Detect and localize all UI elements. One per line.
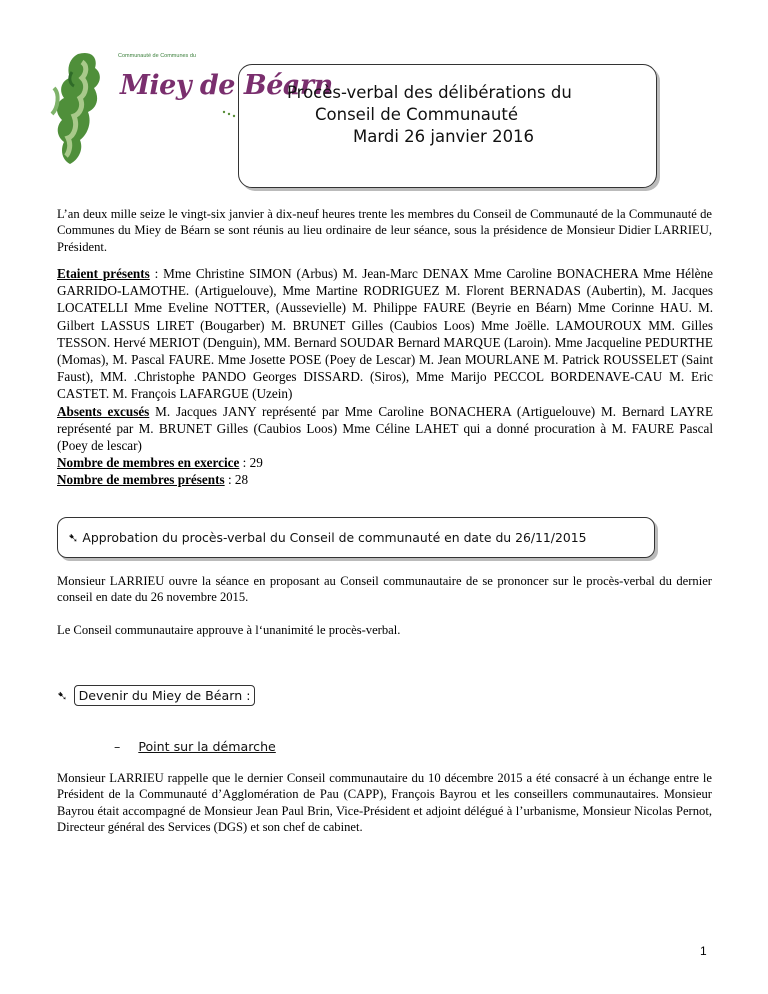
- membres-presents-value: : 28: [224, 472, 249, 488]
- section2-title: Devenir du Miey de Béarn :: [74, 685, 256, 706]
- section1-paragraph-1: [57, 573, 712, 606]
- logo: [48, 48, 333, 168]
- logo-map-graphic: [48, 48, 238, 168]
- section1-title: Approbation du procès-verbal du Conseil de communauté en date du 26/11/2015: [82, 530, 587, 545]
- section-heading-devenir: [57, 683, 255, 707]
- logo-name: Miey de Béarn: [120, 70, 333, 101]
- membres-exercice-value: : 29: [239, 455, 263, 471]
- membres-presents-line: [57, 471, 713, 488]
- membres-presents-label: Nombre de membres présents: [57, 472, 225, 488]
- title-line-1: Procès-verbal des délibérations du: [287, 83, 572, 102]
- section1-text-2: Le Conseil communautaire approuve à l‘unanimité le procès-verbal.: [57, 623, 401, 637]
- title-line-3: Mardi 26 janvier 2016: [353, 127, 535, 146]
- subsection-heading: [114, 739, 276, 754]
- arrow-icon: ➷: [57, 687, 68, 703]
- title-box: [238, 64, 657, 188]
- section2-paragraph: [57, 770, 712, 836]
- dash-bullet: –: [114, 739, 121, 754]
- attendance-block: [57, 265, 713, 489]
- arrow-icon: ➷: [68, 530, 79, 545]
- section1-paragraph-2: [57, 622, 712, 638]
- page-number: 1: [700, 944, 707, 958]
- presents-text: : Mme Christine SIMON (Arbus) M. Jean-Marc DENAX Mme Caroline BONACHERA Mme Hélène GARRIDO-LAMOTHE. (Artiguelouve), Mme Martine RODRIGUEZ M. Florent BERNADAS (Aubertin), M. Jacques LOCATELLI Mme Eveline NOTTER, (Aussevielle) M. Philippe FAURE (Beyrie en Béarn) Mme Corinne HAU. M. Gilbert LASSUS LIRET (Bougarber) M. BRUNET Gilles (Caubios Loos) Mme Joëlle. LAMOUROUX MM. Gilles TESSON. Hervé MERIOT (Denguin), MM. Bernard SOUDAR Bernard MARQUE (Laroin). Mme Jacqueline PEDURTHE (Momas), M. Pascal FAURE. Mme Josette POSE (Poey de Lescar) M. Jean MOURLANE M. Patrick ROUSSELET (Saint Faust), MM. .Christophe PANDO Georges DISSARD. (Siros), Mme Marijo PECCOL BORDENAVE-CAU M. Eric CASTET. M. François LAFARGUE (Uzein): [57, 266, 713, 402]
- section-heading-approbation: [57, 517, 655, 558]
- section1-text-1: Monsieur LARRIEU ouvre la séance en proposant au Conseil communautaire de se prononcer sur le procès-verbal du dernier conseil en date du 26 novembre 2015.: [57, 574, 712, 605]
- subsection-title: Point sur la démarche: [138, 739, 276, 754]
- section2-text: Monsieur LARRIEU rappelle que le dernier Conseil communautaire du 10 décembre 2015 a été consacré à un échange entre le Président de la Communauté d’Agglomération de Pau (CAPP), François Bayrou et les conseillers communautaires. Monsieur Bayrou était accompagné de Monsieur Jean Paul Brin, Vice-Président et adjoint délégué à l’urbanisme, Monsieur Nicolas Pernot, Directeur général des Services (DGS) et son chef de cabinet.: [57, 771, 712, 835]
- intro-paragraph: [57, 206, 712, 255]
- absents-text: M. Jacques JANY représenté par Mme Caroline BONACHERA (Artiguelouve) M. Bernard LAYRE représenté par M. BRUNET Gilles (Caubios Loos) Mme Céline LAHET qui a donné procuration à M. FAURE Pascal (Poey de lescar): [57, 403, 714, 454]
- presents-label: Etaient présents: [57, 266, 150, 281]
- absents-paragraph: [57, 403, 713, 455]
- intro-text: L’an deux mille seize le vingt-six janvier à dix-neuf heures trente les membres du Conseil de Communauté de la Communauté de Communes du Miey de Béarn se sont réunis au lieu ordinaire de leur séance, sous la présidence de Monsieur Didier LARRIEU, Président.: [57, 207, 712, 254]
- title-line-2: Conseil de Communauté: [315, 105, 518, 124]
- membres-exercice-label: Nombre de membres en exercice: [57, 455, 240, 471]
- membres-exercice-line: [57, 454, 713, 471]
- logo-tagline: Communauté de Communes du: [118, 53, 196, 59]
- presents-paragraph: [57, 265, 713, 403]
- absents-label: Absents excusés: [57, 403, 150, 419]
